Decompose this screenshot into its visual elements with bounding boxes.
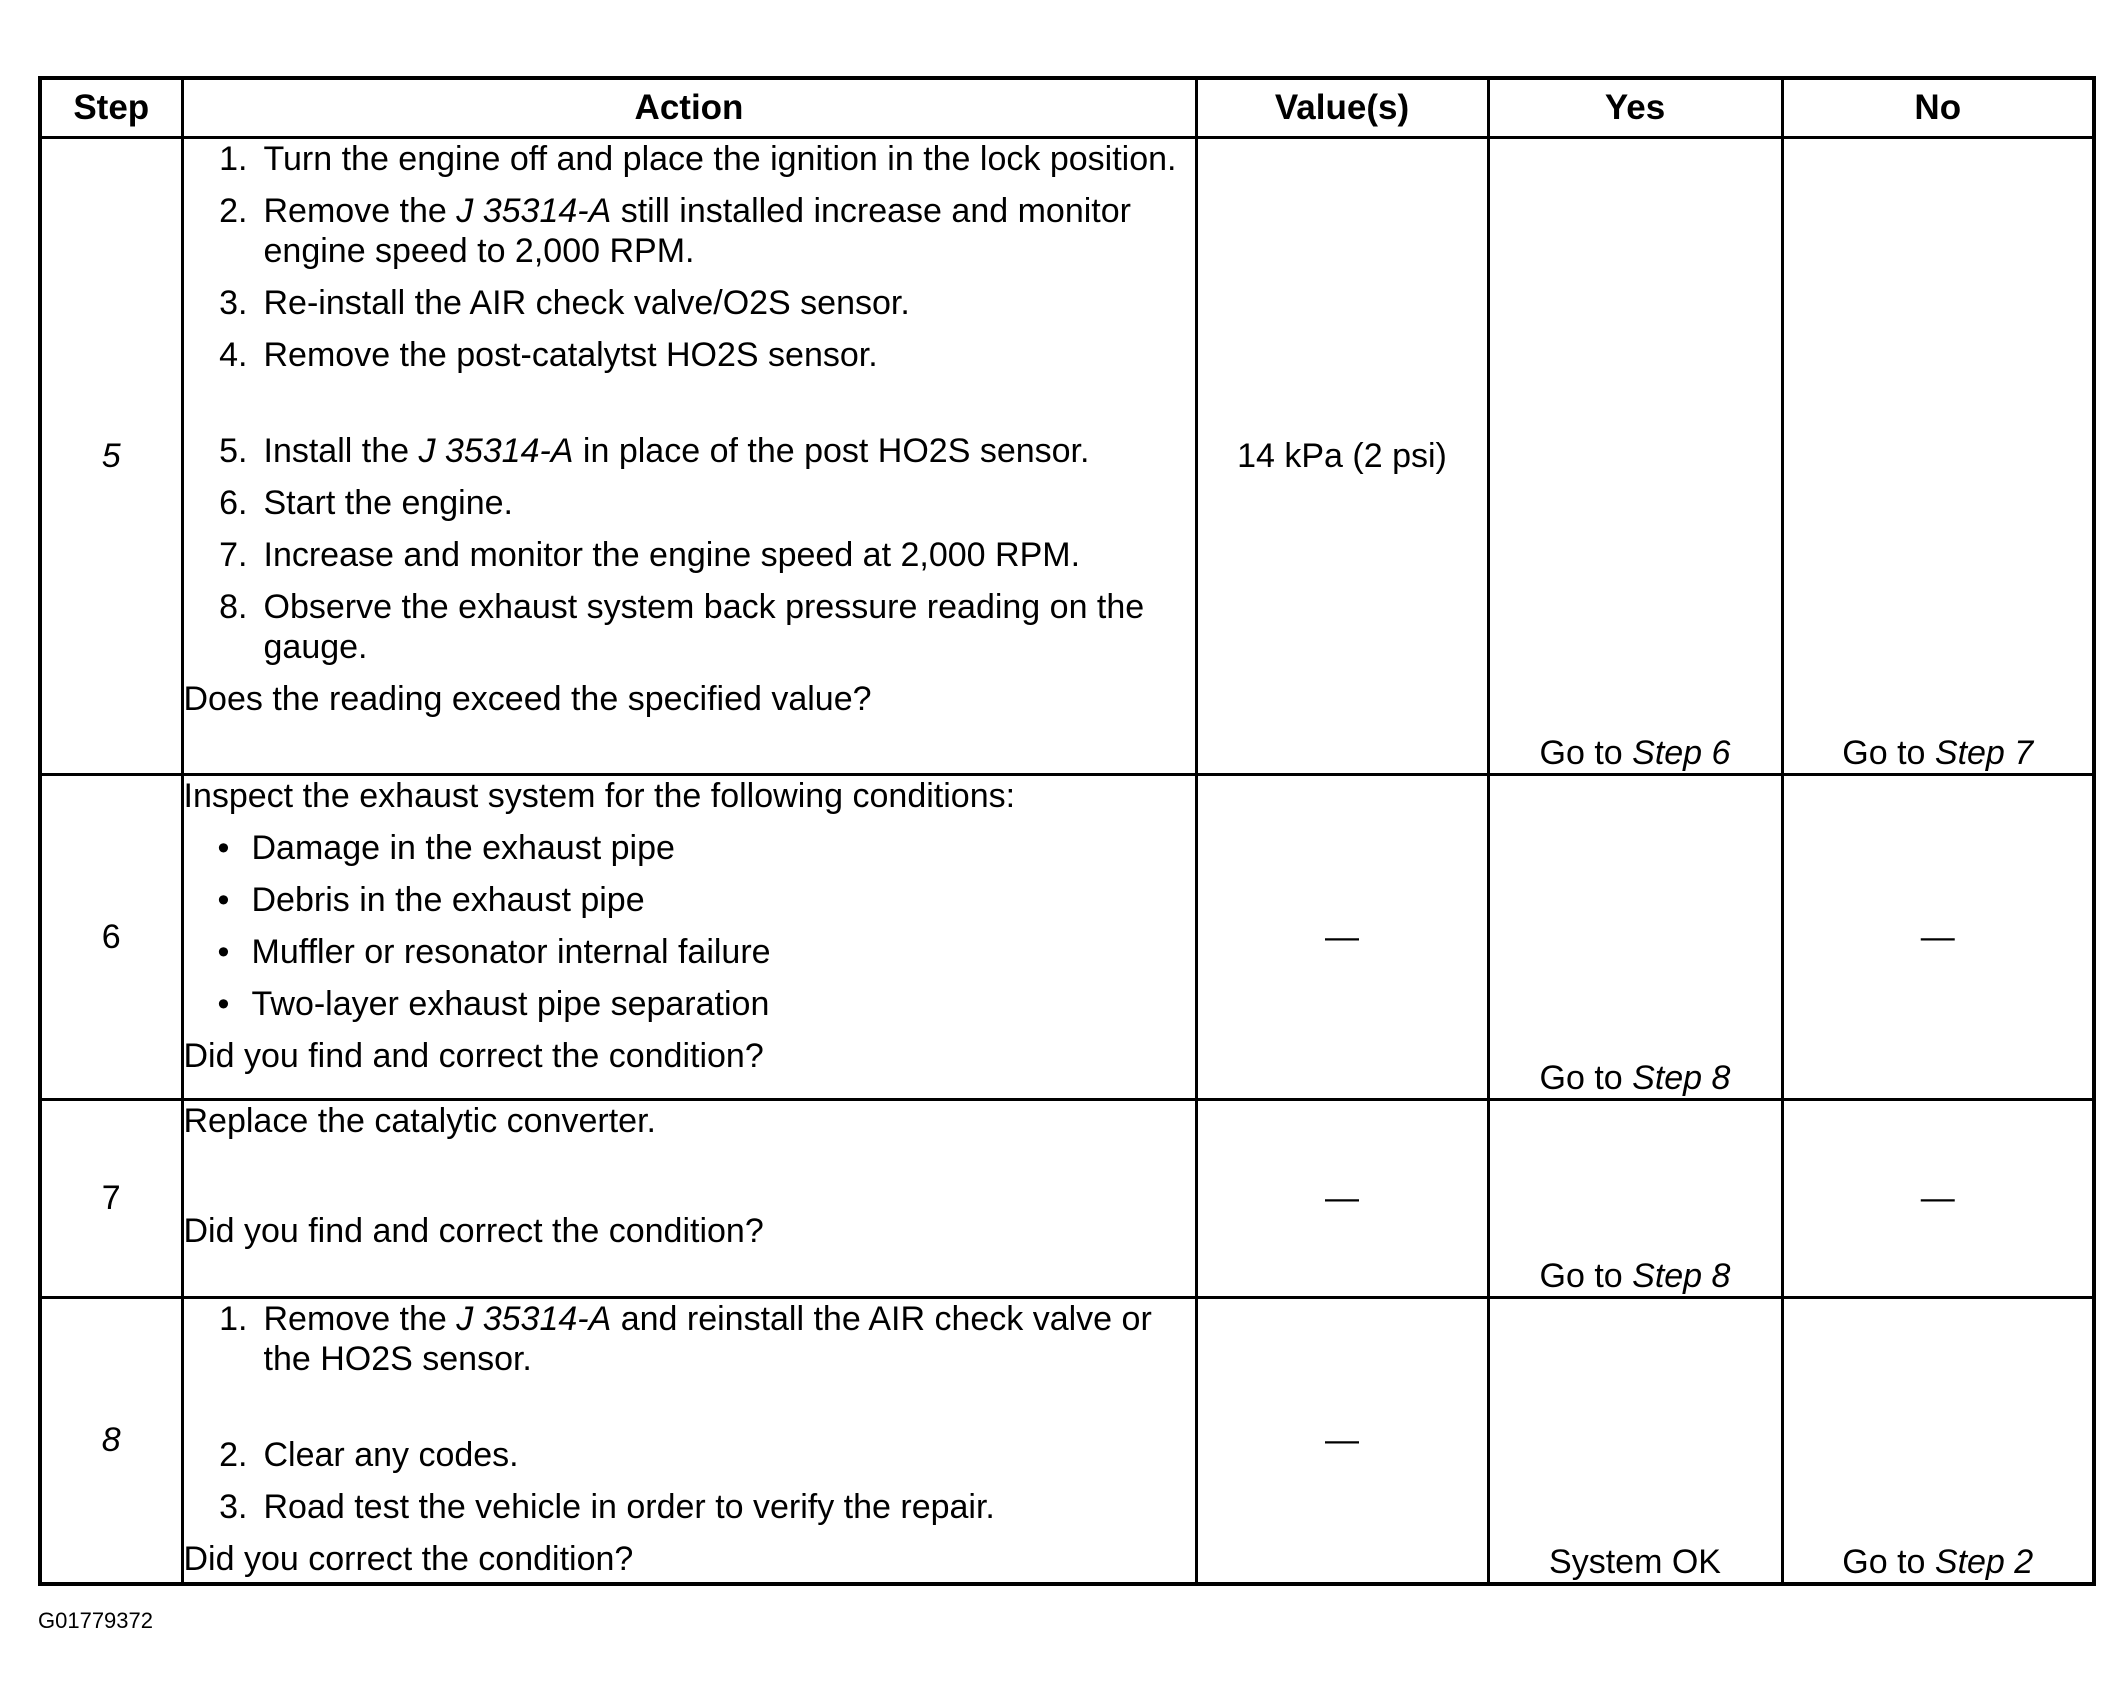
list-item: • Debris in the exhaust pipe (184, 880, 1195, 920)
yes-cell: System OK (1488, 1298, 1782, 1584)
step-link: Step 6 (1632, 734, 1731, 772)
step-link: Step 8 (1632, 1059, 1731, 1097)
value-cell: — (1196, 775, 1488, 1100)
figure-id: G01779372 (38, 1608, 153, 1633)
header-row (40, 78, 2094, 138)
table-row-step-6 (40, 775, 2094, 1100)
no-cell: Go to Step 7 (1782, 138, 2094, 775)
step-number: 8 (40, 1298, 182, 1584)
diagnostic-table (38, 76, 2096, 1586)
action-step: 2. Clear any codes. (219, 1436, 519, 1474)
action-intro: Inspect the exhaust system for the following conditions: (183, 777, 1016, 815)
step-number: 5 (40, 138, 182, 775)
yes-cell: Go to Step 6 (1488, 138, 1782, 775)
list-item: • Muffler or resonator internal failure (184, 932, 1195, 972)
value-cell: — (1196, 1100, 1488, 1298)
action-step: 1. Remove the J 35314-A and reinstall the AIR check valve or the HO2S sensor. (219, 1300, 1152, 1378)
list-item: • Two-layer exhaust pipe separation (184, 984, 1195, 1024)
value-cell: — (1196, 1298, 1488, 1584)
condition-list (184, 828, 1195, 1024)
action-question: Does the reading exceed the specified value? (183, 680, 872, 718)
header-step: Step (40, 78, 182, 138)
tool-reference: J 35314-A (418, 432, 574, 470)
action-step: 6. Start the engine. (219, 484, 514, 522)
table-row-step-5 (40, 138, 2094, 775)
no-cell: — (1782, 775, 2094, 1100)
tool-reference: J 35314-A (456, 192, 612, 230)
tool-reference: J 35314-A (456, 1300, 612, 1338)
table-row-step-8 (40, 1298, 2094, 1584)
action-question: Did you correct the condition? (183, 1540, 634, 1578)
step-number: 6 (40, 775, 182, 1100)
action-step: 2. Remove the J 35314-A still installed increase and monitor engine speed to 2,000 RPM. (219, 192, 1131, 270)
step-link: Step 7 (1934, 734, 2034, 772)
yes-cell: Go to Step 8 (1488, 775, 1782, 1100)
step-link: Step 8 (1632, 1257, 1731, 1295)
spacer (184, 1391, 1195, 1423)
action-step: 3. Re-install the AIR check valve/O2S sensor. (219, 284, 910, 322)
action-steps (184, 139, 1195, 667)
table-row-step-7 (40, 1100, 2094, 1298)
yes-cell: Go to Step 8 (1488, 1100, 1782, 1298)
action-cell (182, 1100, 1196, 1298)
step-link: Step 2 (1934, 1542, 2034, 1581)
action-intro: Replace the catalytic converter. (183, 1102, 656, 1140)
step-number: 7 (40, 1100, 182, 1298)
header-no: No (1782, 78, 2094, 138)
no-cell: Go to Step 2 (1782, 1298, 2094, 1584)
action-step: 3. Road test the vehicle in order to verify the repair. (219, 1488, 995, 1526)
action-cell (182, 775, 1196, 1100)
header-yes: Yes (1488, 78, 1782, 138)
action-cell (182, 138, 1196, 775)
header-action: Action (182, 78, 1196, 138)
action-step: 4. Remove the post-catalytst HO2S sensor. (219, 336, 878, 374)
action-cell (182, 1298, 1196, 1584)
no-cell: — (1782, 1100, 2094, 1298)
action-step: 5. Install the J 35314-A in place of the post HO2S sensor. (219, 432, 1090, 470)
action-question: Did you find and correct the condition? (183, 1212, 764, 1250)
spacer (184, 1141, 1195, 1207)
value-cell: 14 kPa (2 psi) (1196, 138, 1488, 775)
spacer (184, 387, 1195, 419)
header-values: Value(s) (1196, 78, 1488, 138)
action-step: 1. Turn the engine off and place the ignition in the lock position. (219, 140, 1177, 178)
list-item: • Damage in the exhaust pipe (184, 828, 1195, 868)
action-step: 7. Increase and monitor the engine speed at 2,000 RPM. (219, 536, 1081, 574)
action-step: 8. Observe the exhaust system back pressure reading on the gauge. (219, 588, 1145, 666)
action-steps (184, 1299, 1195, 1527)
action-question: Did you find and correct the condition? (183, 1037, 764, 1075)
